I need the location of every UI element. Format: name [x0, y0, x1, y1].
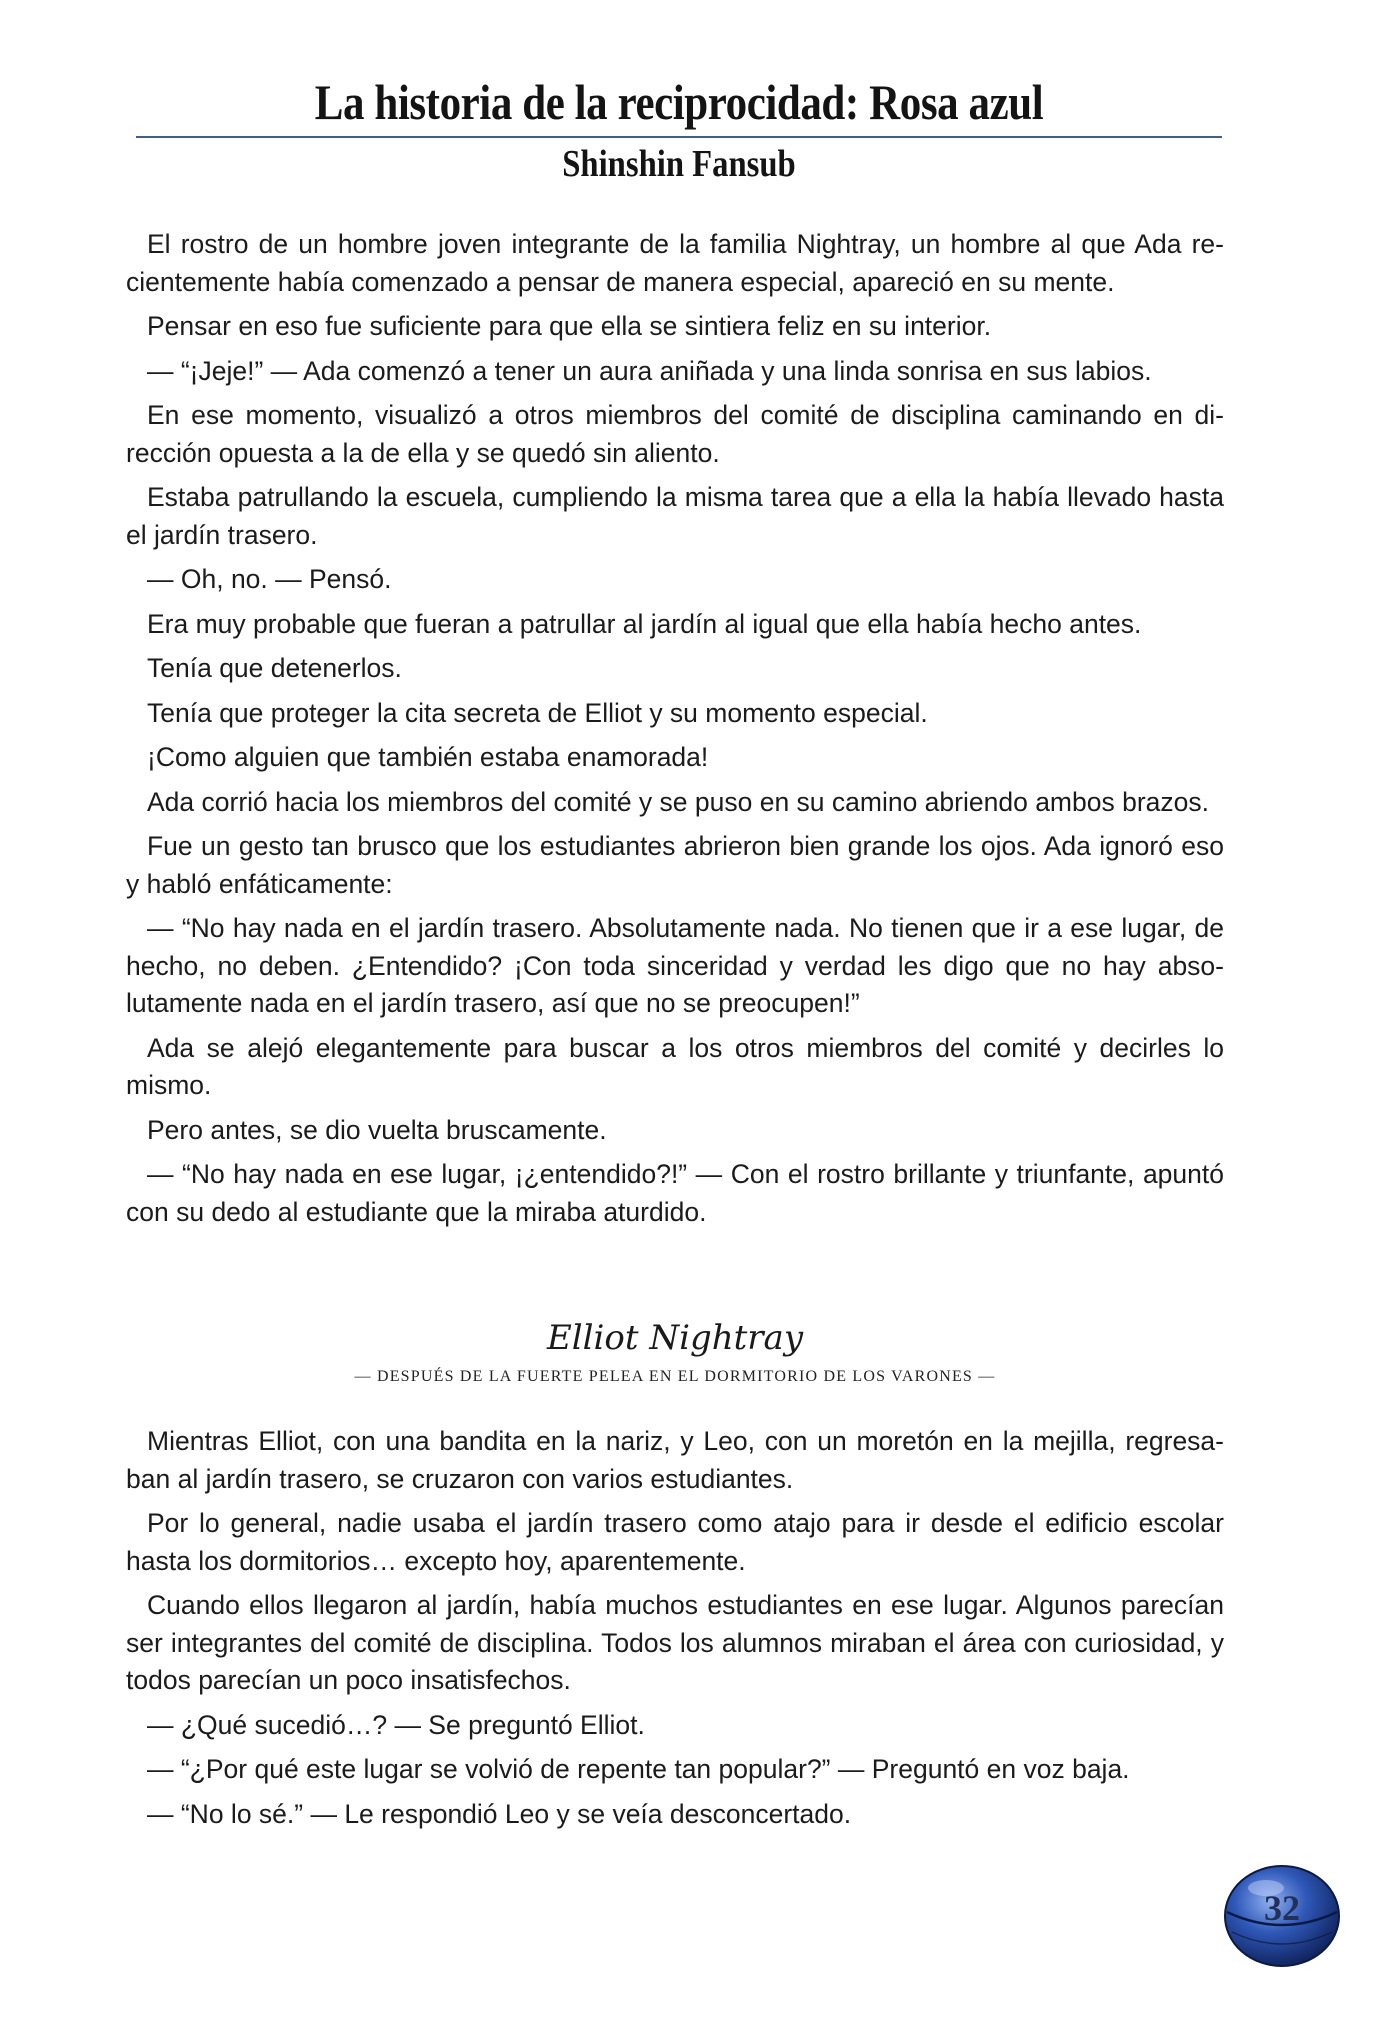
- paragraph: — ¿Qué sucedió…? — Se preguntó Elliot.: [147, 1709, 645, 1740]
- story-text-part-2: [126, 1423, 1224, 1840]
- paragraph: — “No lo sé.” — Le respondió Leo y se veía desconcertado.: [147, 1798, 852, 1829]
- paragraph: ¡Como alguien que también estaba enamorada!: [147, 742, 709, 772]
- story-text-part-1: [126, 226, 1224, 1238]
- paragraph: Fue un gesto tan brusco que los estudiantes abrieron bien grande los ojos. Ada ignoró eso y habló enfáticamente:: [126, 831, 1224, 899]
- paragraph: En ese momento, visualizó a otros miembros del comité de disciplina caminando en di-rección opuesta a la de ella y se quedó sin aliento.: [126, 400, 1224, 468]
- paragraph: Ada se alejó elegantemente para buscar a los otros miembros del comité y decirles lo mismo.: [126, 1032, 1224, 1100]
- section-subheading: — DESPUÉS DE LA FUERTE PELEA EN EL DORMITORIO DE LOS VARONES —: [354, 1368, 996, 1385]
- paragraph: Ada corrió hacia los miembros del comité y se puso en su camino abriendo ambos brazos.: [147, 786, 1209, 817]
- paragraph: Pensar en eso fue suficiente para que ella se sintiera feliz en su interior.: [147, 311, 992, 341]
- section-character-name: Elliot Nightray: [546, 1318, 804, 1358]
- paragraph: Mientras Elliot, con una bandita en la nariz, y Leo, con un moretón en la mejilla, regresa-ban al jardín trasero, se cruzaron con varios estudiantes.: [126, 1426, 1224, 1494]
- paragraph: — “¿Por qué este lugar se volvió de repente tan popular?” — Preguntó en voz baja.: [147, 1754, 1130, 1784]
- paragraph: — “No hay nada en el jardín trasero. Absolutamente nada. No tienen que ir a ese lugar, de hecho, no deben. ¿Entendido? ¡Con toda sinceridad y verdad les digo que no hay abso-lutamente nada en el jardín trasero, así que no se preocupen!”: [126, 913, 1224, 1018]
- paragraph: Cuando ellos llegaron al jardín, había muchos estudiantes en ese lugar. Algunos parecían ser integrantes del comité de disciplina. Todos los alumnos miraban el área con curiosidad, y todos parecían un poco insatisfechos.: [126, 1590, 1224, 1695]
- paragraph: — “¡Jeje!” — Ada comenzó a tener un aura aniñada y una linda sonrisa en sus labios.: [147, 355, 1152, 386]
- paragraph: Estaba patrullando la escuela, cumpliendo la misma tarea que a ella la había llevado hasta el jardín trasero.: [126, 482, 1224, 550]
- paragraph: Por lo general, nadie usaba el jardín trasero como atajo para ir desde el edificio escolar hasta los dormitorios… excepto hoy, aparentemente.: [126, 1508, 1224, 1576]
- page-subtitle: Shinshin Fansub: [562, 143, 796, 185]
- page-number: 32: [1264, 1888, 1300, 1928]
- paragraph: Pero antes, se dio vuelta bruscamente.: [147, 1114, 607, 1145]
- page-number-badge: [1222, 1860, 1342, 1970]
- paragraph: Era muy probable que fueran a patrullar al jardín al igual que ella había hecho antes.: [147, 608, 1142, 639]
- title-rule: [136, 136, 1222, 138]
- paragraph: Tenía que proteger la cita secreta de Elliot y su momento especial.: [147, 697, 928, 728]
- paragraph: — Oh, no. — Pensó.: [147, 564, 392, 594]
- paragraph: Tenía que detenerlos.: [147, 653, 402, 683]
- section-heading: [126, 1316, 1224, 1388]
- paragraph: El rostro de un hombre joven integrante de la familia Nightray, un hombre al que Ada re-cientemente había comenzado a pensar de manera especial, apareció en su mente.: [126, 229, 1224, 297]
- paragraph: — “No hay nada en ese lugar, ¡¿entendido?!” — Con el rostro brillante y triunfante, apuntó con su dedo al estudiante que la miraba aturdido.: [126, 1159, 1224, 1227]
- page-title: La historia de la reciprocidad: Rosa azul: [314, 74, 1044, 130]
- page-header: [136, 72, 1222, 186]
